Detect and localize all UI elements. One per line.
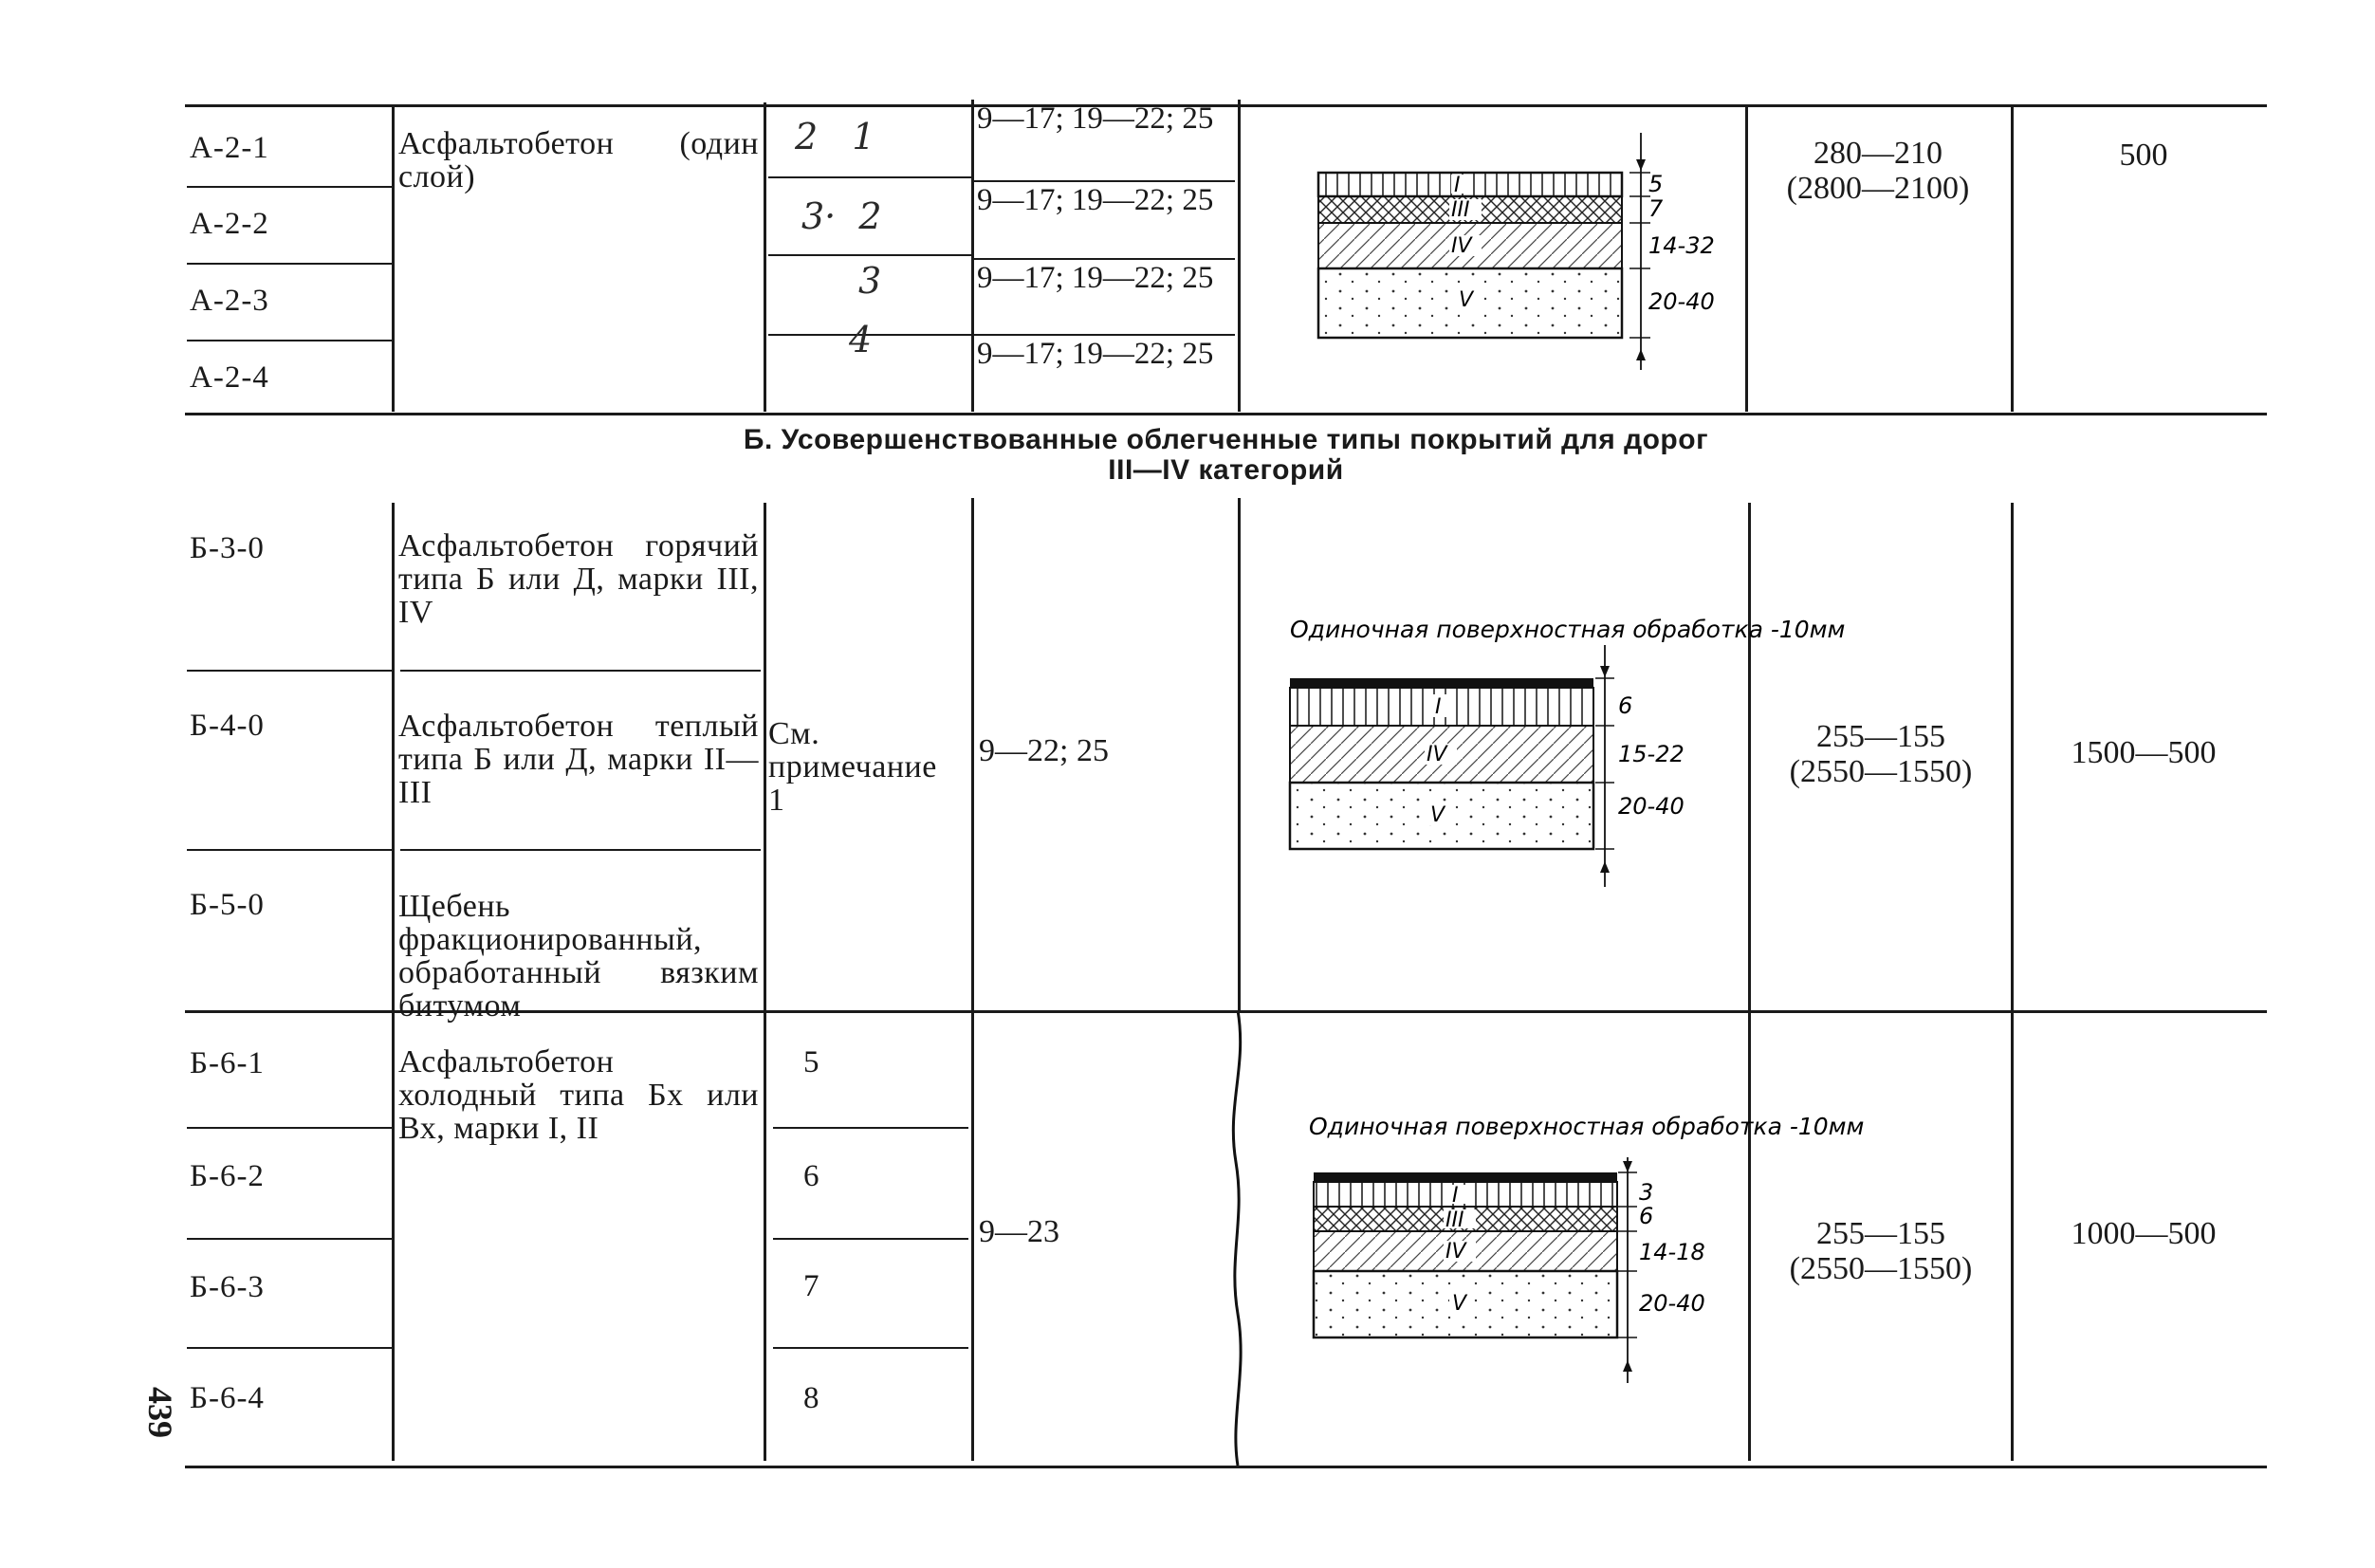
row-number: 7 — [803, 1269, 820, 1303]
handwritten-note: 3 — [858, 260, 882, 302]
row-rule — [773, 1238, 968, 1240]
last-column-value: 500 — [2119, 138, 2168, 173]
last-column-value: 1500—500 — [2071, 735, 2217, 770]
row-code: Б-6-3 — [190, 1270, 265, 1304]
cell-figures: 9—17; 19—22; 25 — [977, 101, 1214, 136]
layer-label: III — [1451, 198, 1470, 222]
row-rule — [768, 254, 971, 256]
col-rule — [971, 100, 974, 412]
row-rule — [773, 1347, 968, 1349]
row-number: 5 — [803, 1045, 820, 1079]
col-rule — [971, 498, 974, 1461]
note-reference: См. примечание 1 — [768, 716, 937, 818]
col-rule — [2011, 503, 2014, 1461]
table-bottom-rule — [185, 1466, 2267, 1468]
section-a-bottom-rule — [185, 413, 2267, 415]
row-rule — [400, 670, 761, 672]
layer-label: V — [1430, 803, 1445, 827]
row-rule — [187, 670, 392, 672]
row-code: Б-6-4 — [190, 1381, 265, 1415]
thickness-label: 14-18 — [1639, 1239, 1705, 1265]
value-alt: (2550—1550) — [1789, 754, 1973, 789]
diagram-caption: Одиночная поверхностная обработка -10мм — [1309, 1113, 1865, 1140]
layer-label: I — [1452, 1184, 1459, 1208]
handwritten-note: 3· 2 — [801, 195, 882, 237]
row-code: Б-4-0 — [190, 709, 265, 743]
col-rule — [764, 503, 766, 1461]
strength-value — [1753, 1216, 2009, 1286]
layer-label: III — [1445, 1208, 1464, 1232]
layer-label: V — [1459, 288, 1474, 312]
value-alt: (2550—1550) — [1789, 1251, 1973, 1286]
layer-label: I — [1435, 695, 1442, 719]
col-rule — [1745, 106, 1748, 412]
page-number: 439 — [141, 1387, 179, 1438]
cell-figures: 9—17; 19—22; 25 — [977, 261, 1214, 295]
row-description: Асфальтобетон (один слой) — [398, 126, 759, 194]
thickness-label: 7 — [1648, 195, 1664, 222]
value-main: 255—155 — [1816, 719, 1945, 754]
handwritten-note: 4 — [849, 319, 873, 360]
thickness-label: 20-40 — [1648, 288, 1715, 315]
wavy-column-break — [1219, 1010, 1257, 1466]
thickness-label: 6 — [1639, 1203, 1654, 1229]
col-rule — [1238, 100, 1241, 412]
strength-value — [1750, 136, 2006, 206]
layer-label: I — [1454, 174, 1461, 197]
cell-figures: 9—22; 25 — [979, 733, 1109, 768]
row-description: Асфальтобетон теплый типа Б или Д, марки II—III — [398, 709, 759, 810]
col-rule — [1748, 503, 1751, 1461]
thickness-label: 3 — [1639, 1179, 1654, 1206]
value-main: 255—155 — [1816, 1216, 1945, 1251]
pavement-layers-diagram — [1309, 133, 1745, 379]
row-rule — [973, 180, 1235, 182]
row-code: Б-5-0 — [190, 888, 265, 922]
layer-label: V — [1452, 1292, 1467, 1316]
thickness-label: 20-40 — [1639, 1290, 1705, 1317]
row-code: А-2-1 — [190, 131, 269, 165]
row-code: А-2-4 — [190, 360, 269, 395]
row-code: А-2-3 — [190, 284, 269, 318]
row-code: А-2-2 — [190, 207, 269, 241]
thickness-label: 20-40 — [1618, 793, 1685, 820]
col-rule — [2011, 106, 2014, 412]
diagram-caption: Одиночная поверхностная обработка -10мм — [1290, 616, 1846, 643]
row-description: Асфальтобетон горячий типа Б или Д, марки III, IV — [398, 528, 759, 630]
row-rule — [187, 1238, 392, 1240]
thickness-label: 14-32 — [1648, 232, 1715, 259]
handwritten-note: 2 1 — [795, 116, 875, 157]
row-number: 6 — [803, 1159, 820, 1193]
value-alt: (2800—2100) — [1786, 171, 1970, 206]
value-main: 280—210 — [1813, 136, 1942, 171]
row-rule — [187, 186, 392, 188]
thickness-label: 5 — [1648, 171, 1664, 197]
row-rule — [187, 263, 392, 265]
row-number: 8 — [803, 1381, 820, 1415]
row-description: Щебень фракционированный, обработанный вязким битумом — [398, 889, 759, 1024]
col-rule — [764, 102, 766, 412]
row-code: Б-6-2 — [190, 1159, 265, 1193]
row-rule — [768, 176, 971, 178]
thickness-label: 15-22 — [1618, 741, 1685, 767]
layer-label: IV — [1451, 234, 1472, 258]
row-rule — [187, 340, 392, 341]
row-rule — [973, 334, 1235, 336]
strength-value — [1753, 719, 2009, 789]
layer-label: IV — [1427, 743, 1447, 766]
cell-figures: 9—23 — [979, 1214, 1059, 1249]
section-title — [185, 425, 2267, 486]
thickness-label: 6 — [1618, 692, 1633, 719]
cell-figures: 9—17; 19—22; 25 — [977, 337, 1214, 371]
col-rule — [392, 106, 395, 412]
row-code: Б-6-1 — [190, 1046, 265, 1080]
last-column-value: 1000—500 — [2071, 1216, 2217, 1251]
cell-figures: 9—17; 19—22; 25 — [977, 183, 1214, 217]
section-title-line2: III—IV категорий — [1108, 454, 1344, 486]
row-rule — [973, 258, 1235, 260]
row-rule — [400, 849, 761, 851]
row-code: Б-3-0 — [190, 531, 265, 565]
section-title-line1: Б. Усовершенствованные облегченные типы покрытий для дорог — [743, 424, 1709, 455]
pavement-layers-diagram — [1280, 607, 1846, 892]
pavement-layers-diagram — [1299, 1100, 1865, 1385]
row-rule — [773, 1127, 968, 1129]
col-rule — [392, 503, 395, 1461]
row-description: Асфальтобетон холодный типа Бх или Вх, марки I, II — [398, 1044, 759, 1146]
row-rule — [187, 1127, 392, 1129]
row-rule — [187, 1347, 392, 1349]
row-rule — [187, 849, 392, 851]
col-rule — [1238, 498, 1241, 1010]
layer-label: IV — [1445, 1240, 1466, 1264]
